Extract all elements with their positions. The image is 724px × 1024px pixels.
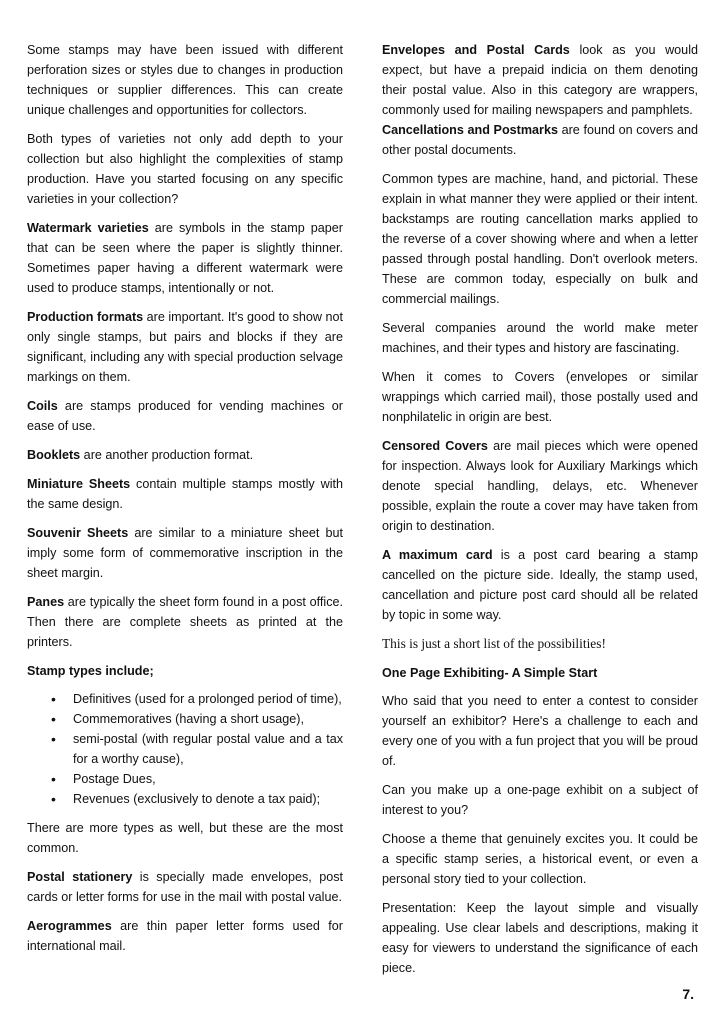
- paragraph-envelopes: [382, 40, 698, 120]
- text-maximum: is a post card bearing a stamp cancelled on the picture side. Ideally, the stamp used, cancellation and picture post card should all be related by topic in some way.: [382, 548, 698, 622]
- bullet-icon: •: [51, 691, 56, 707]
- text-miniature: contain multiple stamps mostly with the same design.: [27, 477, 343, 511]
- text-cancellations: are found on covers and other postal documents.: [382, 123, 698, 157]
- term-miniature: Miniature Sheets: [27, 477, 131, 491]
- list-item: • Postage Dues,: [51, 771, 156, 787]
- term-maximum: A maximum card: [382, 548, 493, 562]
- paragraph-more-types: There are more types as well, but these are the most common.: [27, 821, 343, 855]
- paragraph-watermark: [27, 218, 343, 298]
- bullet-icon: •: [51, 771, 56, 787]
- exhibit-heading: One Page Exhibiting- A Simple Start: [382, 666, 598, 680]
- paragraph-miniature: [27, 474, 343, 514]
- term-production: Production formats: [27, 310, 144, 324]
- term-booklets: Booklets: [27, 448, 81, 462]
- term-cancellations: Cancellations and Postmarks: [382, 123, 558, 137]
- text-stationery: is specially made envelopes, post cards or letter forms for use in the mail with postal value.: [27, 870, 344, 904]
- text-coils: are stamps produced for vending machines or ease of use.: [27, 399, 343, 433]
- paragraph-stationery: [27, 867, 343, 907]
- paragraph-production: [27, 307, 343, 387]
- term-envelopes: Envelopes and Postal Cards: [382, 43, 570, 57]
- text-panes: are typically the sheet form found in a post office. Then there are complete sheets as printed at the printers.: [27, 595, 343, 649]
- list-item: • Definitives (used for a prolonged period of time),: [51, 691, 342, 707]
- stamp-types-list: [27, 689, 343, 809]
- text-watermark: are symbols in the stamp paper that can be seen where the paper is slightly thinner. Sometimes paper having a different watermark were used to produce stamps, intentionally or not.: [27, 221, 343, 295]
- paragraph-exhibit-1: Who said that you need to enter a contest to consider yourself an exhibitor? Here's a challenge to each and every one of you with a fun project that you will be proud of.: [382, 694, 698, 768]
- page-number: 7.: [682, 986, 694, 1002]
- list-item: • Revenues (exclusively to denote a tax paid);: [51, 791, 321, 807]
- paragraph-booklets: [27, 445, 343, 465]
- paragraph-common-types: Common types are machine, hand, and pictorial. These explain in what manner they were applied or their intent. backstamps are routing cancellation marks applied to the reverse of a cover showing where and when a letter passed through postal handling. Don't overlook meters. These are common today, especially on bulk and commercial mailings.: [382, 172, 698, 306]
- paragraph-censored: [382, 436, 698, 536]
- paragraph-exhibit-3: Choose a theme that genuinely excites you. It could be a specific stamp series, a historical event, or even a personal story tied to your collection.: [382, 832, 698, 886]
- bullet-icon: •: [51, 791, 56, 807]
- term-coils: Coils: [27, 399, 58, 413]
- term-souvenir: Souvenir Sheets: [27, 526, 129, 540]
- list-item: • Commemoratives (having a short usage),: [51, 711, 304, 727]
- text-booklets: are another production format.: [80, 448, 254, 462]
- paragraph-covers: When it comes to Covers (envelopes or similar wrappings which carried mail), those postally used and nonphilatelic in origin are best.: [382, 370, 698, 424]
- right-column: [382, 40, 698, 987]
- paragraph-exhibit-2: Can you make up a one-page exhibit on a subject of interest to you?: [382, 783, 698, 817]
- paragraph-coils: [27, 396, 343, 436]
- paragraph-meter: Several companies around the world make meter machines, and their types and history are fascinating.: [382, 321, 698, 355]
- text-envelopes: look as you would expect, but have a prepaid indicia on them denoting their postal value. Also in this category are wrappers, commonly used for mailing newspapers and pamphlets.: [382, 43, 698, 117]
- list-item: • semi-postal (with regular postal value and a tax for a worthy cause),: [51, 731, 343, 766]
- term-censored: Censored Covers: [382, 439, 488, 453]
- paragraph-exhibit-4: Presentation: Keep the layout simple and visually appealing. Use clear labels and descriptions, making it easy for viewers to understand the significance of each piece.: [382, 901, 698, 975]
- text-souvenir: are similar to a miniature sheet but imply some form of commemorative inscription in the sheet margin.: [27, 526, 343, 580]
- paragraph-maximum: [382, 545, 698, 625]
- paragraph-varieties: Both types of varieties not only add depth to your collection but also highlight the complexities of stamp production. Have you started focusing on any specific varieties in your collection?: [27, 132, 343, 206]
- text-production: are important. It's good to show not only single stamps, but pairs and blocks if they are significant, including any with special production selvage markings on them.: [27, 310, 343, 384]
- term-aerogrammes: Aerogrammes: [27, 919, 112, 933]
- bullet-icon: •: [51, 731, 56, 747]
- paragraph-panes: [27, 592, 343, 652]
- bullet-icon: •: [51, 711, 56, 727]
- paragraph-aerogrammes: [27, 916, 343, 956]
- paragraph-perforation: Some stamps may have been issued with different perforation sizes or styles due to changes in production techniques or supplier differences. This can create unique challenges and opportunities for collectors.: [27, 43, 343, 117]
- term-stationery: Postal stationery: [27, 870, 133, 884]
- stamp-types-heading: Stamp types include;: [27, 664, 154, 678]
- paragraph-souvenir: [27, 523, 343, 583]
- text-aerogrammes: are thin paper letter forms used for international mail.: [27, 919, 343, 953]
- paragraph-short-list: This is just a short list of the possibilities!: [382, 636, 606, 651]
- text-censored: are mail pieces which were opened for inspection. Always look for Auxiliary Markings which denote special handling, delays, etc. Whenever possible, explain the route a cover may have taken from origin to destination.: [382, 439, 698, 533]
- paragraph-cancellations: [382, 120, 698, 160]
- left-column: [27, 40, 343, 965]
- term-panes: Panes: [27, 595, 65, 609]
- term-watermark: Watermark varieties: [27, 221, 149, 235]
